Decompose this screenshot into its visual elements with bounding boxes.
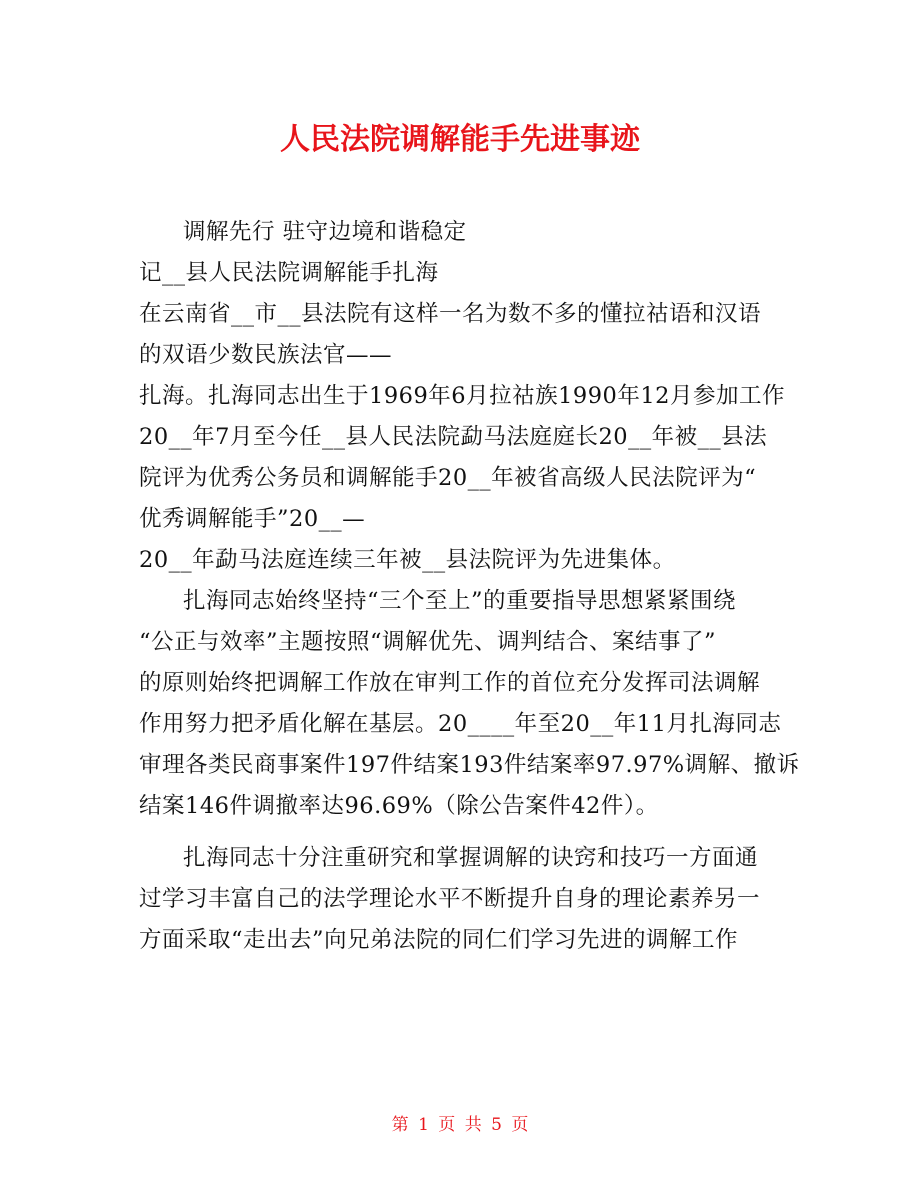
paragraph-line: 扎海。扎海同志出生于1969年6月拉祜族1990年12月参加工作 bbox=[139, 383, 785, 409]
page-footer: 第 1 页 共 5 页 bbox=[391, 1115, 529, 1135]
paragraph-line: 扎海同志始终坚持“三个至上”的重要指导思想紧紧围绕 bbox=[183, 588, 737, 614]
paragraph-line: 扎海同志十分注重研究和掌握调解的诀窍和技巧一方面通 bbox=[183, 845, 759, 871]
paragraph-line: “公正与效率”主题按照“调解优先、调判结合、案结事了” bbox=[139, 629, 717, 655]
paragraph-line: 在云南省__市__县法院有这样一名为数不多的懂拉祜语和汉语 bbox=[139, 301, 762, 327]
paragraph-line: 方面采取“走出去”向兄弟法院的同仁们学习先进的调解工作 bbox=[139, 927, 739, 953]
paragraph-line: 结案146件调撤率达96.69%（除公告案件42件）。 bbox=[139, 793, 659, 819]
paragraph-line: 的双语少数民族法官—— bbox=[139, 342, 393, 368]
paragraph-line: 审理各类民商事案件197件结案193件结案率97.97%调解、撤诉 bbox=[139, 752, 800, 778]
paragraph-gap bbox=[139, 827, 789, 838]
paragraph-line: 作用努力把矛盾化解在基层。20____年至20__年11月扎海同志 bbox=[139, 711, 782, 737]
paragraph-line: 院评为优秀公务员和调解能手20__年被省高级人民法院评为“ bbox=[139, 465, 757, 491]
paragraph-line: 优秀调解能手”20__— bbox=[139, 506, 366, 532]
document-body bbox=[139, 212, 800, 961]
paragraph-line: 过学习丰富自己的法学理论水平不断提升自身的理论素养另一 bbox=[139, 886, 761, 912]
paragraph-line: 记__县人民法院调解能手扎海 bbox=[139, 260, 439, 286]
paragraph-line: 的原则始终把调解工作放在审判工作的首位充分发挥司法调解 bbox=[139, 670, 761, 696]
paragraph-line: 调解先行 驻守边境和谐稳定 bbox=[183, 219, 467, 245]
paragraph-line: 20__年7月至今任__县人民法院勐马法庭庭长20__年被__县法 bbox=[139, 424, 768, 450]
paragraph-line: 20__年勐马法庭连续三年被__县法院评为先进集体。 bbox=[139, 547, 676, 573]
document-title: 人民法院调解能手先进事迹 bbox=[280, 122, 640, 157]
